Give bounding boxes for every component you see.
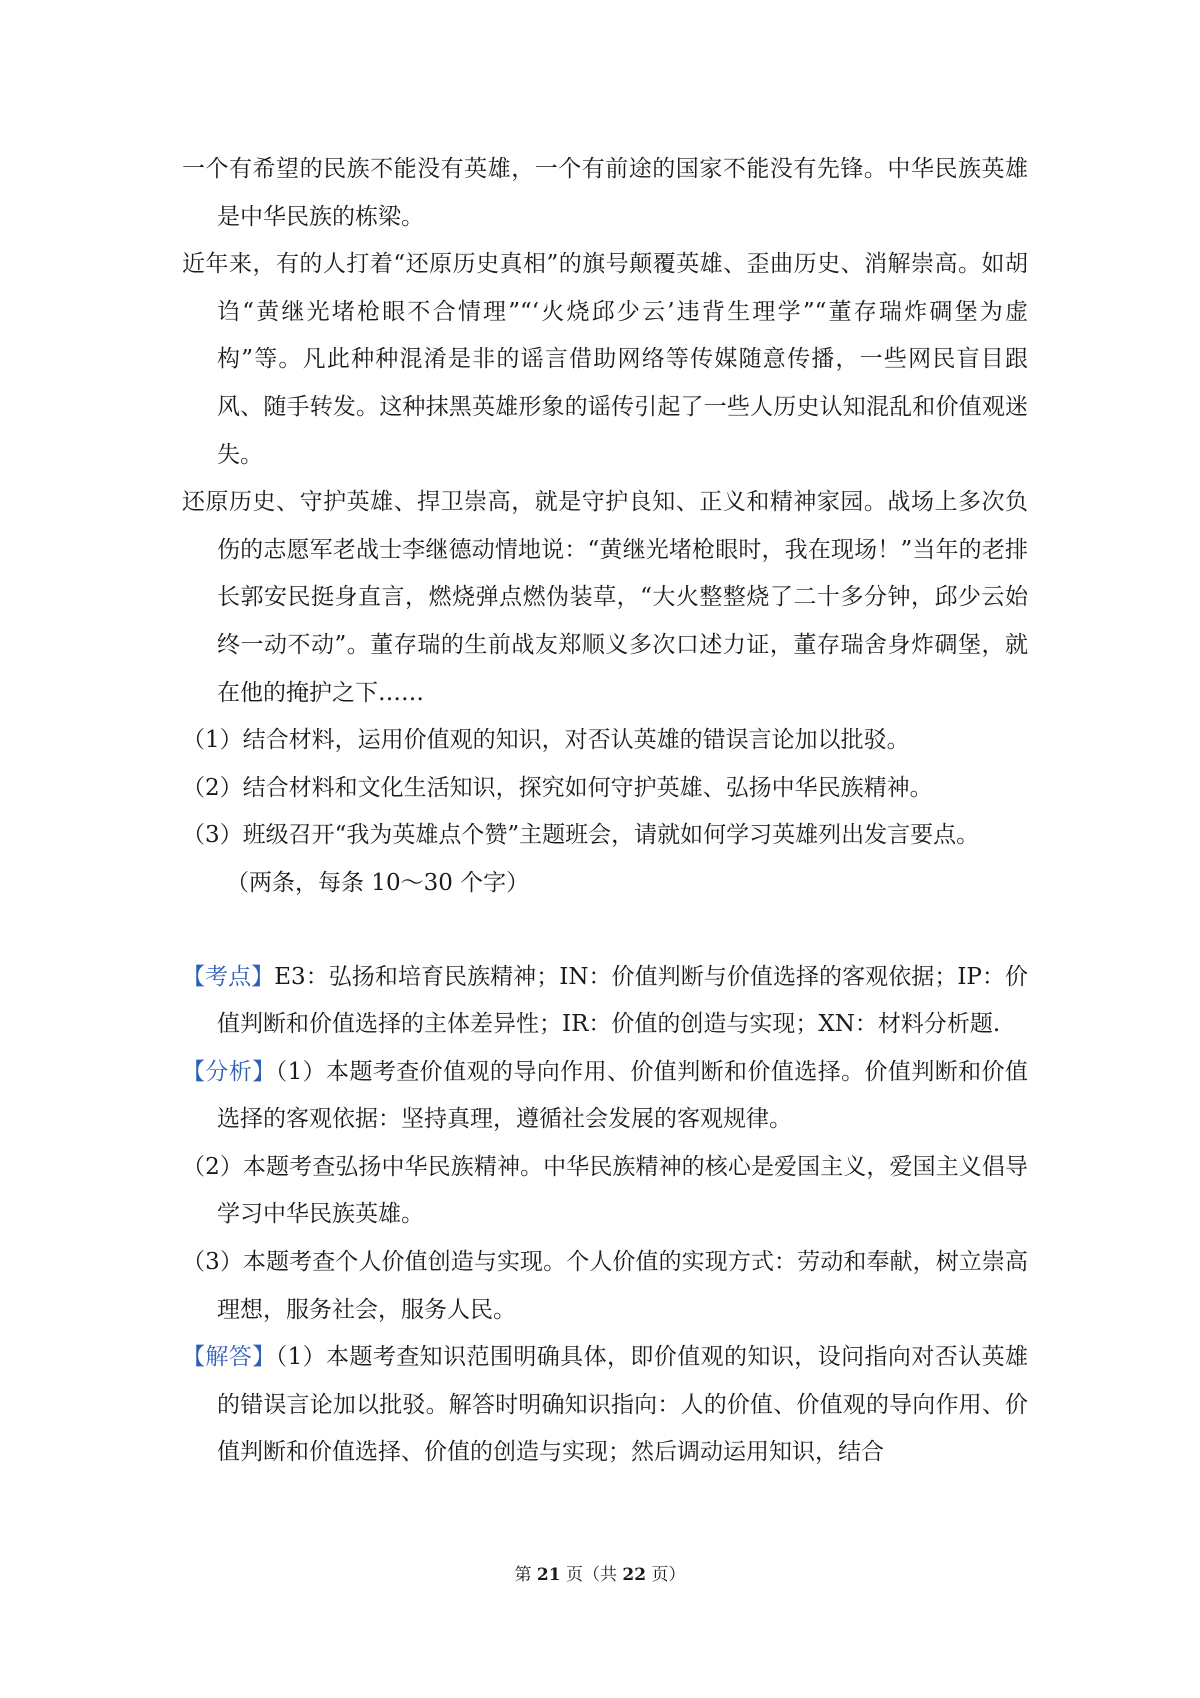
page-footer [0, 1560, 1200, 1585]
footer-suffix: 页） [646, 1565, 686, 1585]
fenxi-tag: 【分析】 [182, 1058, 276, 1085]
section-gap [182, 908, 1028, 954]
jieda-tag: 【解答】 [182, 1344, 276, 1371]
footer-page-number: 21 [536, 1565, 561, 1585]
material-paragraph: 一个有希望的民族不能没有英雄，一个有前途的国家不能没有先锋。中华民族英雄是中华民族的栋梁。 [182, 156, 1028, 230]
question-note: （两条，每条 10～30 个字） [226, 869, 530, 896]
question-item: （2）结合材料和文化生活知识，探究如何守护英雄、弘扬中华民族精神。 [182, 774, 933, 801]
question-item: （3）班级召开“我为英雄点个赞”主题班会，请就如何学习英雄列出发言要点。 [182, 822, 980, 849]
material-paragraph: 近年来，有的人打着“还原历史真相”的旗号颠覆英雄、歪曲历史、消解崇高。如胡诌“黄继光堵枪眼不合情理”“‘火烧邱少云’违背生理学”“董存瑞炸碉堡为虚构”等。凡此种种混淆是非的谣言借助网络等传媒随意传播，一些网民盲目跟风、随手转发。这种抹黑英雄形象的谣传引起了一些人历史认知混乱和价值观迷失。 [182, 251, 1028, 468]
fenxi-text: （1）本题考查价值观的导向作用、价值判断和价值选择。价值判断和价值选择的客观依据：坚持真理，遵循社会发展的客观规律。 [217, 1058, 1028, 1133]
fenxi-item: （3）本题考查个人价值创造与实现。个人价值的实现方式：劳动和奉献，树立崇高理想，服务社会，服务人民。 [182, 1249, 1028, 1323]
footer-middle: 页（共 [560, 1565, 623, 1585]
fenxi-item: （2）本题考查弘扬中华民族精神。中华民族精神的核心是爱国主义，爱国主义倡导学习中华民族英雄。 [182, 1153, 1028, 1228]
footer-total-pages: 22 [622, 1565, 647, 1585]
document-body [182, 146, 1028, 1477]
jieda-text: （1）本题考查知识范围明确具体，即价值观的知识，设问指向对否认英雄的错误言论加以批驳。解答时明确知识指向：人的价值、价值观的导向作用、价值判断和价值选择、价值的创造与实现；然后调动运用知识，结合 [217, 1344, 1028, 1466]
kaodian-section [182, 954, 1028, 1049]
fenxi-section [182, 1049, 1028, 1144]
footer-prefix: 第 [514, 1565, 537, 1585]
kaodian-text: E3：弘扬和培育民族精神；IN：价值判断与价值选择的客观依据；IP：价值判断和价值选择的主体差异性；IR：价值的创造与实现；XN：材料分析题. [217, 963, 1028, 1038]
material-paragraph: 还原历史、守护英雄、捍卫崇高，就是守护良知、正义和精神家园。战场上多次负伤的志愿军老战士李继德动情地说：“黄继光堵枪眼时，我在现场！”当年的老排长郭安民挺身直言，燃烧弹点燃伪装草，“大火整整烧了二十多分钟，邱少云始终一动不动”。董存瑞的生前战友郑顺义多次口述力证，董存瑞舍身炸碉堡，就在他的掩护之下…… [182, 489, 1028, 706]
kaodian-tag: 【考点】 [182, 963, 275, 990]
jieda-section [182, 1334, 1028, 1477]
question-item: （1）结合材料，运用价值观的知识，对否认英雄的错误言论加以批驳。 [182, 727, 910, 754]
